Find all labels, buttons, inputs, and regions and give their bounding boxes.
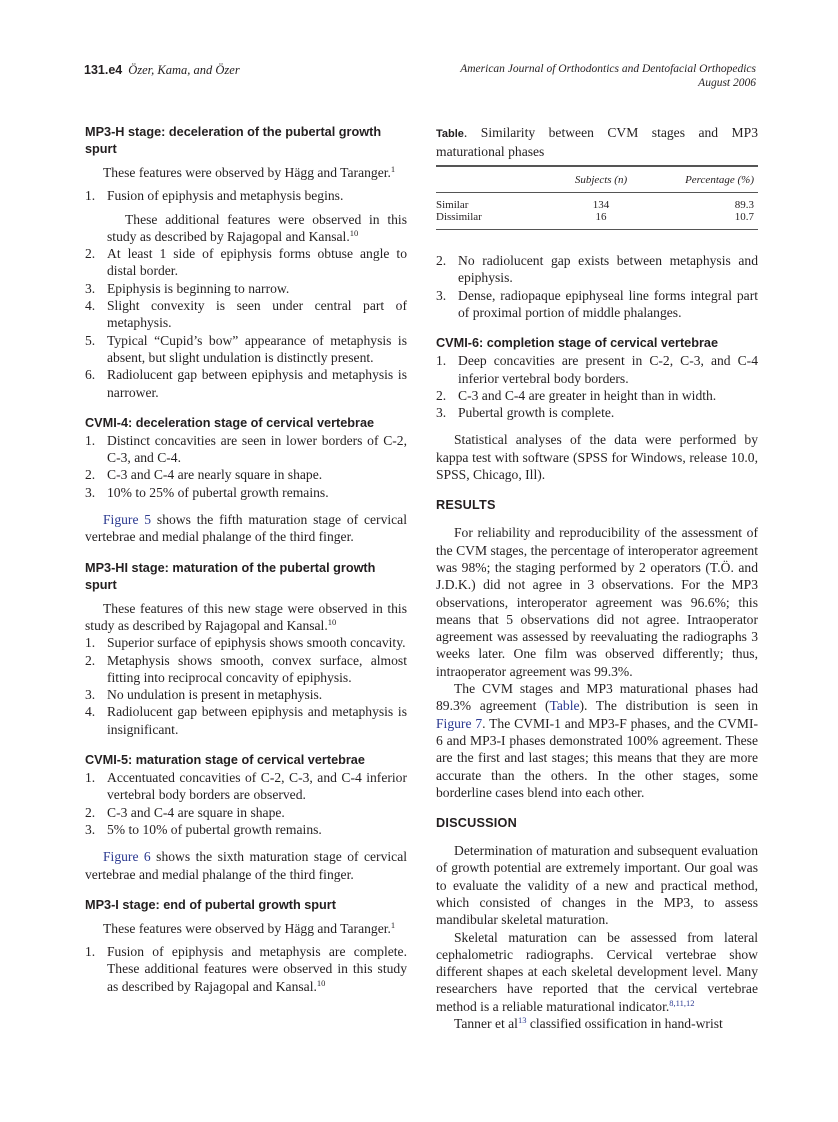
paragraph: For reliability and reproducibility of the assessment of the CVM stages, the percentage of interoperator agreement was 98%; the staging performed by 2 operators (T.Ö. and J.D.K.) did not agree in 3 observations. For the MP3 observations, interoperator agreement was 96.6%; this means that 5 observations did not agree. Intraoperator agreement was assessed by reevaluating the radiographs 3 weeks later. One film was observed differently; thus, intraoperator agreement was 99.3%. xyxy=(436,525,758,679)
running-head-right xyxy=(460,62,756,90)
paragraph: Determination of maturation and subsequent evaluation of growth potential are extremely important. Our goal was to evaluate the validity of a new and practical method, which consisted of changes in the MP3, to assess mandibular skeletal maturation. xyxy=(436,843,758,928)
paragraph: Figure 5 shows the fifth maturation stage of cervical vertebrae and medial phalange of the third finger. xyxy=(85,512,407,545)
page-number: 131.e4 xyxy=(84,63,123,77)
list-item: 1. Distinct concavities are seen in lower borders of C-2, C-3, and C-4. xyxy=(85,432,407,466)
list-item: 4. Slight convexity is seen under central part of metaphysis. xyxy=(85,298,407,331)
section-heading: CVMI-5: maturation stage of cervical vertebrae xyxy=(85,753,365,768)
cell-percentage: 89.3 xyxy=(734,199,754,212)
running-head xyxy=(84,62,756,94)
citation-ref[interactable]: 8,11,12 xyxy=(669,997,695,1008)
list-item: 3. Pubertal growth is complete. xyxy=(436,405,615,421)
feature-list xyxy=(85,943,407,995)
column-header xyxy=(436,166,546,193)
paragraph: Figure 6 shows the sixth maturation stage of cervical vertebrae and medial phalange of the third finger. xyxy=(85,849,408,882)
section-cvmi-6 xyxy=(436,335,758,483)
section-results xyxy=(436,497,758,801)
table-block xyxy=(436,124,758,230)
paragraph: These features were observed by Hägg and Taranger.$^1$ xyxy=(103,919,396,936)
citation-ref[interactable]: 1 xyxy=(390,919,396,930)
list-item: 3. Epiphysis is beginning to narrow. xyxy=(85,280,290,296)
cell-percentage: 10.7 xyxy=(656,212,758,230)
section-heading: MP3-I stage: end of pubertal growth spurt xyxy=(85,897,336,912)
list-item: 1. Fusion of epiphysis and metaphysis begins. xyxy=(85,188,344,204)
list-item: 1. Deep concavities are present in C-2, C-3, and C-4 inferior vertebral body borders. xyxy=(436,353,758,386)
row-label: Dissimilar xyxy=(436,212,546,230)
table-caption: Table. Similarity between CVM stages and MP3 maturational phases xyxy=(436,125,758,160)
list-item: 2. C-3 and C-4 are greater in height than in width. xyxy=(436,387,717,403)
section-heading: CVMI-4: deceleration stage of cervical vertebrae xyxy=(85,415,375,430)
similarity-table xyxy=(436,165,758,231)
running-head-left xyxy=(84,62,240,78)
table-label: Table xyxy=(436,128,464,140)
row-label: Similar xyxy=(436,199,469,212)
list-item: 2. No radiolucent gap exists between metaphysis and epiphysis. xyxy=(436,253,758,286)
column-header: Percentage (%) xyxy=(656,166,758,193)
list-item: 6. Radiolucent gap between epiphysis and metaphysis is narrower. xyxy=(85,367,407,400)
column-header: Subjects (n) xyxy=(546,166,656,193)
journal-title: American Journal of Orthodontics and Dentofacial Orthopedics xyxy=(460,63,756,75)
feature-list-continued xyxy=(436,252,758,321)
section-heading: CVMI-6: completion stage of cervical vertebrae xyxy=(436,336,719,351)
cell-subjects: 16 xyxy=(546,212,656,230)
paragraph: Statistical analyses of the data were performed by kappa test with software (SPSS for Windows, release 10.0, SPSS, Chicago, Ill). xyxy=(436,432,758,483)
citation-ref[interactable]: 1 xyxy=(390,164,396,174)
list-item: 1. Accentuated concavities of C-2, C-3, and C-4 inferior vertebral body borders are observed. xyxy=(85,770,407,803)
left-column xyxy=(85,124,407,995)
table-header-row xyxy=(436,166,758,193)
figure-link[interactable]: Figure 7 xyxy=(436,715,483,731)
paragraph: These features of this new stage were observed in this study as described by Rajagopal and Kansal.$^{10}$ xyxy=(85,600,407,633)
paragraph: Skeletal maturation can be assessed from lateral cephalometric radiographs. Cervical vertebrae show different shapes at each skeletal development level. Many researchers have reported that the cervical vertebrae method is a reliable maturational indicator.$^{8,11,12}$ xyxy=(436,929,758,1014)
feature-list xyxy=(85,187,407,204)
figure-link[interactable]: Figure 6 xyxy=(103,849,151,865)
section-heading: RESULTS xyxy=(436,498,496,513)
feature-list xyxy=(436,352,758,421)
paragraph: Tanner et $al^{13}$ classified ossification in hand-wrist xyxy=(454,1015,723,1032)
section-mp3-i xyxy=(85,897,407,995)
feature-list xyxy=(85,432,407,501)
list-item: 2. At least 1 side of epiphysis forms obtuse angle to distal border. xyxy=(85,246,407,279)
section-mp3-hi xyxy=(85,560,407,738)
section-heading: MP3-H stage: deceleration of the pubertal growth spurt xyxy=(85,125,382,156)
list-item: 3. 5% to 10% of pubertal growth remains. xyxy=(85,821,322,837)
paragraph: These additional features were observed in this study as described by Rajagopal and Kansal.$^{10}$ xyxy=(107,211,407,244)
list-item: 3. Dense, radiopaque epiphyseal line forms integral part of proximal portion of middle phalanges. xyxy=(436,287,758,320)
table-link[interactable]: Table xyxy=(549,698,580,714)
feature-list xyxy=(85,245,407,401)
section-heading: DISCUSSION xyxy=(436,816,517,831)
citation-ref[interactable]: 10 xyxy=(349,227,359,238)
section-mp3-h xyxy=(85,124,407,401)
section-cvmi-5 xyxy=(85,752,407,883)
list-item: 2. Metaphysis shows smooth, convex surface, almost fitting into reciprocal concavity of epiphysis. xyxy=(85,652,407,685)
issue-date: August 2006 xyxy=(698,77,756,89)
section-heading: MP3-HI stage: maturation of the pubertal growth spurt xyxy=(85,560,376,592)
list-item: 3. 10% to 25% of pubertal growth remains. xyxy=(85,484,329,500)
citation-ref[interactable]: 10 xyxy=(316,977,326,988)
figure-link[interactable]: Figure 5 xyxy=(103,512,152,528)
table-row xyxy=(436,193,758,212)
list-item: 2. C-3 and C-4 are nearly square in shape. xyxy=(85,467,323,483)
paragraph: The CVM stages and MP3 maturational phases had 89.3% agreement (Table). The distribution is seen in Figure 7. The CVMI-1 and MP3-F phases, and the CVMI-6 and MP3-I phases demonstrated 100% agreement. These are the first and last stages; this means that they are more accurate than the others. In the other stages, some borderline cases blend into each other. xyxy=(436,681,759,800)
section-cvmi-4 xyxy=(85,415,407,546)
feature-list xyxy=(85,769,407,838)
section-discussion xyxy=(436,815,758,1032)
list-item: 4. Radiolucent gap between epiphysis and metaphysis is insignificant. xyxy=(85,704,407,737)
paragraph: These features were observed by Hägg and Taranger.$^1$ xyxy=(103,164,396,180)
list-item: 1. Superior surface of epiphysis shows smooth concavity. xyxy=(85,635,406,651)
cell-subjects: 134 xyxy=(592,199,610,212)
list-item: 1. Fusion of epiphysis and metaphysis are complete. These additional features were observed in this study as described by Rajagopal and Kansal.$^{10}$ xyxy=(85,944,407,994)
citation-ref[interactable]: 13 xyxy=(517,1015,527,1026)
running-head-authors: Özer, Kama, and Özer xyxy=(128,63,240,77)
citation-ref[interactable]: 10 xyxy=(327,616,337,627)
table-row xyxy=(436,212,758,230)
list-item: 5. Typical “Cupid’s bow” appearance of metaphysis is absent, but slight undulation is distinctly present. xyxy=(85,332,407,365)
list-item: 2. C-3 and C-4 are square in shape. xyxy=(85,804,285,820)
right-column xyxy=(436,124,758,1032)
list-item: 3. No undulation is present in metaphysis. xyxy=(85,687,323,703)
feature-list xyxy=(85,634,407,738)
